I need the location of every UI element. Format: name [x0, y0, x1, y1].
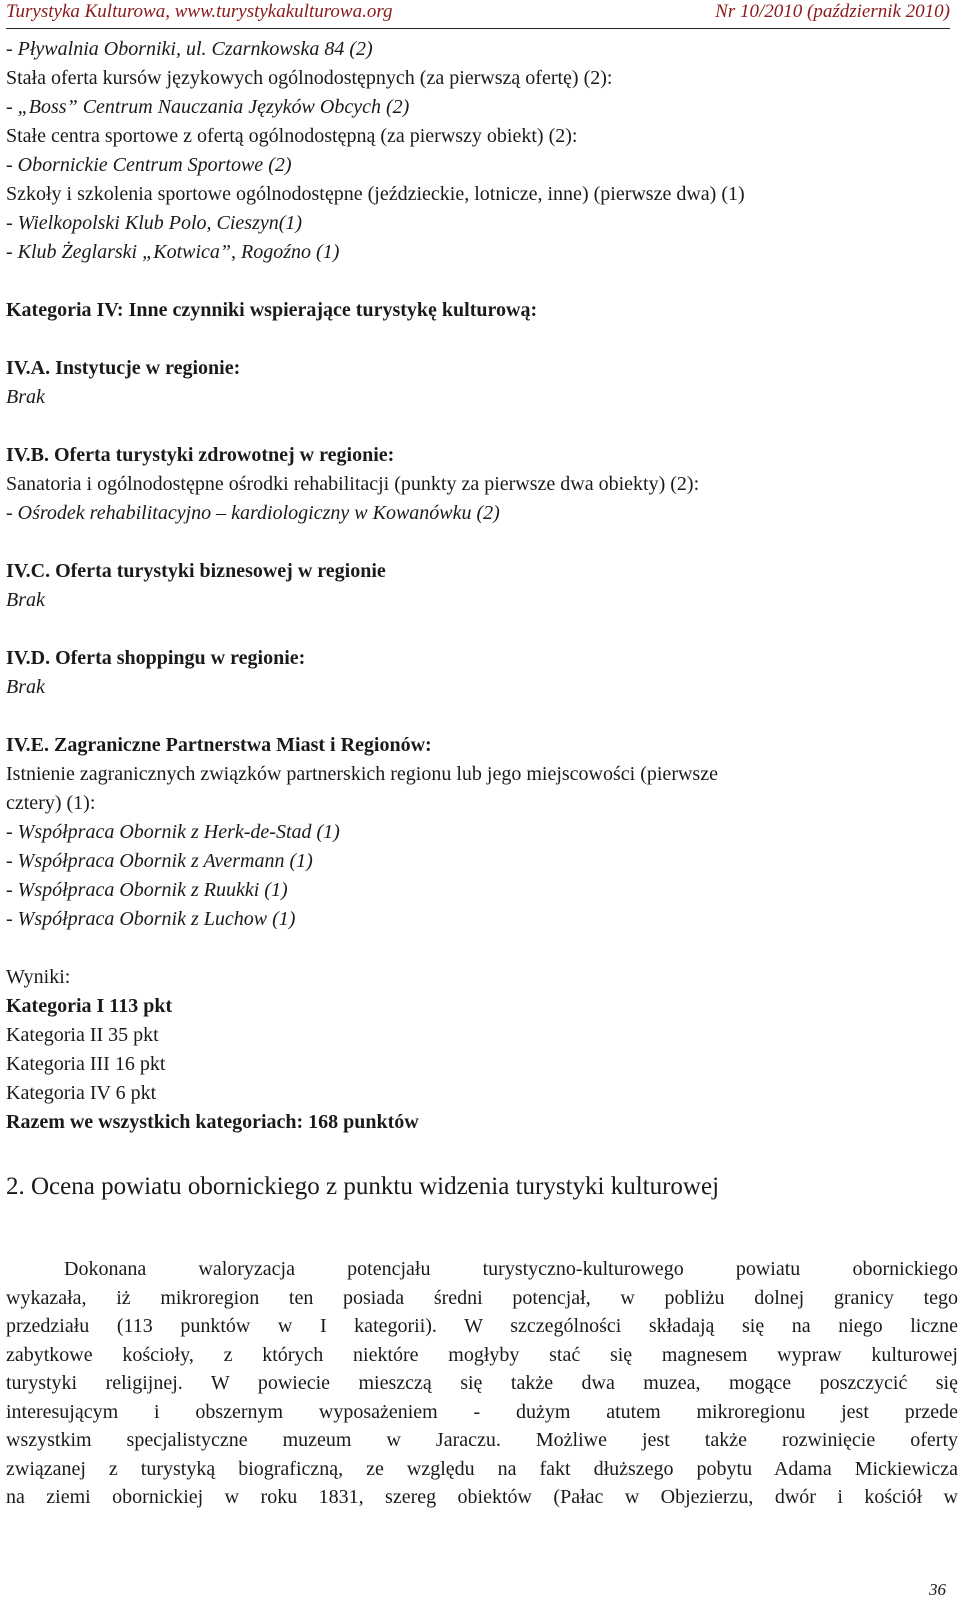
list-item: - „Boss” Centrum Nauczania Języków Obcych (2) — [6, 96, 410, 118]
running-header — [6, 0, 950, 29]
subsection-heading: IV.A. Instytucje w regionie: — [6, 357, 241, 379]
category-heading: Kategoria IV: Inne czynniki wspierające turystykę kulturową: — [6, 299, 538, 321]
result-line: Kategoria III 16 pkt — [6, 1053, 166, 1075]
document-body — [6, 35, 954, 1204]
list-item: - Pływalnia Oborniki, ul. Czarnkowska 84 (2) — [6, 38, 373, 60]
spacer — [6, 325, 954, 354]
list-item: - Współpraca Obornik z Luchow (1) — [6, 908, 296, 930]
spacer — [6, 615, 954, 644]
list-item: Brak — [6, 676, 45, 698]
list-item: - Współpraca Obornik z Avermann (1) — [6, 850, 313, 872]
list-item: Brak — [6, 386, 45, 408]
list-item: Brak — [6, 589, 45, 611]
result-total: Razem we wszystkich kategoriach: 168 punktów — [6, 1111, 419, 1133]
results-label: Wyniki: — [6, 966, 71, 988]
criterion-line: Istnienie zagranicznych związków partnerskich regionu lub jego miejscowości (pierwsze — [6, 763, 718, 785]
subsection-heading: IV.D. Oferta shoppingu w regionie: — [6, 647, 306, 669]
paragraph-line: zabytkowe kościoły, z których niektóre mogłyby stać się magnesem wypraw kulturowej — [6, 1343, 958, 1366]
spacer — [6, 702, 954, 731]
section-heading: 2. Ocena powiatu obornickiego z punktu widzenia turystyki kulturowej — [6, 1173, 720, 1200]
result-line: Kategoria IV 6 pkt — [6, 1082, 157, 1104]
subsection-heading: IV.C. Oferta turystyki biznesowej w regionie — [6, 560, 386, 582]
result-line: Kategoria I 113 pkt — [6, 995, 173, 1017]
subsection-heading: IV.E. Zagraniczne Partnerstwa Miast i Regionów: — [6, 734, 432, 756]
paragraph-line: związanej z turystyką biograficzną, ze względu na fakt dłuższego pobytu Adama Mickiewicza — [6, 1457, 958, 1480]
spacer — [6, 1137, 954, 1166]
list-item: - Obornickie Centrum Sportowe (2) — [6, 154, 292, 176]
criterion-line: Stałe centra sportowe z ofertą ogólnodostępną (za pierwszy obiekt) (2): — [6, 125, 578, 147]
list-item: - Ośrodek rehabilitacyjno – kardiologiczny w Kowanówku (2) — [6, 502, 500, 524]
criterion-line: Szkoły i szkolenia sportowe ogólnodostępne (jeździeckie, lotnicze, inne) (pierwsze dwa) (1) — [6, 183, 745, 205]
spacer — [6, 267, 954, 296]
list-item: - Klub Żeglarski „Kotwica”, Rogoźno (1) — [6, 241, 340, 263]
result-line: Kategoria II 35 pkt — [6, 1024, 159, 1046]
body-paragraph — [6, 1255, 958, 1512]
paragraph-line: interesującym i obszernym wyposażeniem - dużym atutem mikroregionu jest przede — [6, 1400, 958, 1423]
list-item: - Współpraca Obornik z Ruukki (1) — [6, 879, 288, 901]
paragraph-line: wykazała, iż mikroregion ten posiada średni potencjał, w pobliżu dolnej granicy tego — [6, 1286, 958, 1309]
spacer — [6, 412, 954, 441]
paragraph-line: turystyki religijnej. W powiecie mieszczą się także dwa muzea, mogące poszczycić się — [6, 1372, 958, 1394]
paragraph-line: Dokonana waloryzacja potencjału turystyczno-kulturowego powiatu obornickiego — [64, 1258, 958, 1280]
list-item: - Wielkopolski Klub Polo, Cieszyn(1) — [6, 212, 303, 234]
page-number: 36 — [929, 1580, 946, 1599]
spacer — [6, 934, 954, 963]
subsection-heading: IV.B. Oferta turystyki zdrowotnej w regionie: — [6, 444, 395, 466]
paragraph-line: na ziemi obornickiej w roku 1831, szereg obiektów (Pałac w Objezierzu, dwór i kościół w — [6, 1486, 958, 1508]
paragraph-line: przedziału (113 punktów w I kategorii). W szczególności składają się na niego liczne — [6, 1315, 958, 1337]
criterion-line: Sanatoria i ogólnodostępne ośrodki rehabilitacji (punkty za pierwsze dwa obiekty) (2): — [6, 473, 700, 495]
criterion-line: cztery) (1): — [6, 792, 96, 814]
criterion-line: Stała oferta kursów językowych ogólnodostępnych (za pierwszą ofertę) (2): — [6, 67, 613, 89]
issue-info: Nr 10/2010 (październik 2010) — [715, 1, 950, 22]
spacer — [6, 528, 954, 557]
list-item: - Współpraca Obornik z Herk-de-Stad (1) — [6, 821, 340, 843]
paragraph-line: wszystkim specjalistyczne muzeum w Jaraczu. Możliwe jest także rozwinięcie oferty — [6, 1429, 958, 1451]
journal-name: Turystyka Kulturowa, www.turystykakulturowa.org — [6, 1, 393, 22]
